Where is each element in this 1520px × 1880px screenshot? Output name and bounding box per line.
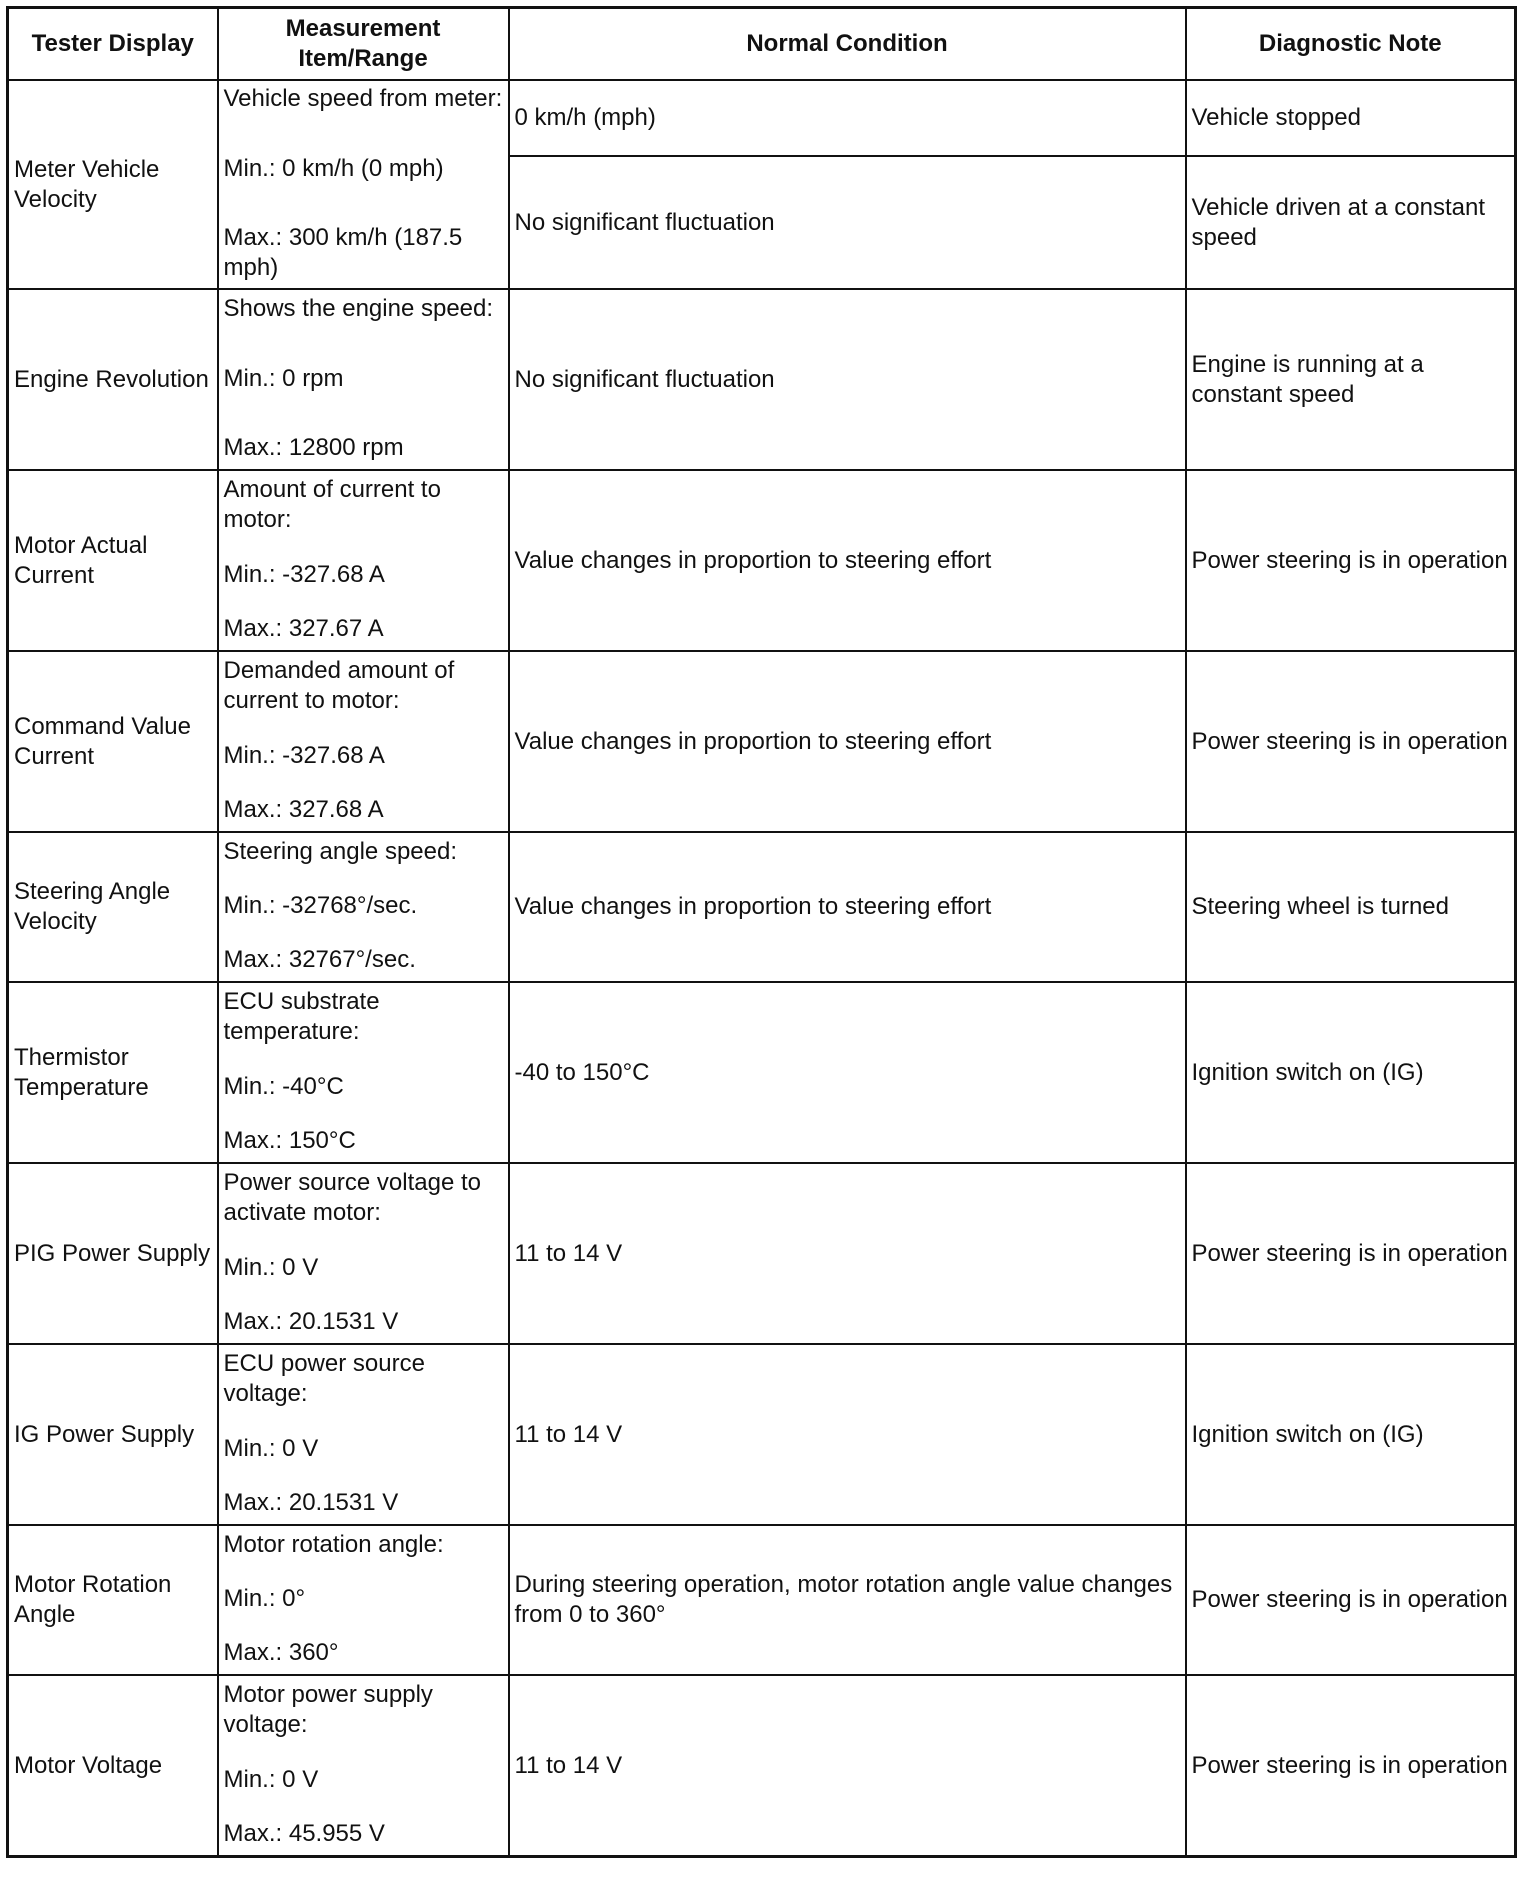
normal-condition-cell: 11 to 14 V (509, 1344, 1186, 1525)
tester-display-cell: Motor Voltage (8, 1675, 218, 1857)
tester-display-cell: Motor Actual Current (8, 470, 218, 651)
table-row (8, 470, 1516, 651)
tester-display-cell: Meter Vehicle Velocity (8, 80, 218, 289)
diagnostic-note-cell: Steering wheel is turned (1186, 832, 1516, 982)
measurement-range-cell (218, 80, 509, 289)
measurement-range-cell (218, 1163, 509, 1344)
normal-condition-cell: Value changes in proportion to steering effort (509, 470, 1186, 651)
table-row (8, 1163, 1516, 1344)
range-description: ECU substrate temperature: (223, 988, 380, 1045)
normal-condition-cell: 0 km/h (mph) (509, 80, 1186, 156)
diagnostic-note-cell: Vehicle driven at a constant speed (1186, 156, 1516, 289)
header-tester-display: Tester Display (8, 8, 218, 81)
normal-condition-cell: Value changes in proportion to steering effort (509, 832, 1186, 982)
range-max: Max.: 327.67 A (223, 615, 384, 642)
measurement-range-cell (218, 470, 509, 651)
range-min: Min.: -327.68 A (223, 741, 385, 769)
diagnostic-note-cell: Engine is running at a constant speed (1186, 289, 1516, 470)
diagnostic-note-cell: Power steering is in operation (1186, 651, 1516, 832)
normal-condition-cell: During steering operation, motor rotation angle value changes from 0 to 360° (509, 1525, 1186, 1675)
range-description: Power source voltage to activate motor: (223, 1169, 481, 1226)
header-measurement: Measurement Item/Range (218, 8, 509, 81)
table-row (8, 80, 1516, 156)
measurement-range-cell (218, 832, 509, 982)
measurement-range-cell (218, 1675, 509, 1857)
header-normal-condition: Normal Condition (509, 8, 1186, 81)
header-diagnostic-note: Diagnostic Note (1186, 8, 1516, 81)
range-max: Max.: 12800 rpm (223, 434, 404, 461)
tester-display-cell: PIG Power Supply (8, 1163, 218, 1344)
table-row (8, 832, 1516, 982)
measurement-range-cell (218, 1525, 509, 1675)
range-max: Max.: 32767°/sec. (223, 946, 416, 973)
range-min: Min.: -40°C (223, 1072, 344, 1100)
measurement-range-cell (218, 1344, 509, 1525)
diagnostic-note-cell: Ignition switch on (IG) (1186, 1344, 1516, 1525)
range-min: Min.: -327.68 A (223, 560, 385, 588)
range-min: Min.: 0 km/h (0 mph) (223, 154, 444, 182)
range-max: Max.: 20.1531 V (223, 1489, 399, 1516)
tester-display-cell: Steering Angle Velocity (8, 832, 218, 982)
table-row (8, 982, 1516, 1163)
measurement-range-cell (218, 289, 509, 470)
table-row (8, 1675, 1516, 1857)
tester-display-cell: Command Value Current (8, 651, 218, 832)
range-description: Shows the engine speed: (223, 295, 494, 322)
normal-condition-cell: 11 to 14 V (509, 1675, 1186, 1857)
range-min: Min.: 0 V (223, 1253, 319, 1281)
range-description: Amount of current to motor: (223, 476, 441, 533)
diagnostic-note-cell: Power steering is in operation (1186, 470, 1516, 651)
range-max: Max.: 300 km/h (187.5 mph) (223, 224, 463, 281)
diagnostic-note-cell: Power steering is in operation (1186, 1675, 1516, 1857)
range-description: Demanded amount of current to motor: (223, 657, 455, 714)
range-min: Min.: 0 V (223, 1765, 319, 1793)
tester-display-cell: Engine Revolution (8, 289, 218, 470)
header-row (8, 8, 1516, 81)
tester-display-cell: Thermistor Temperature (8, 982, 218, 1163)
range-min: Min.: 0 V (223, 1434, 319, 1462)
range-max: Max.: 360° (223, 1639, 339, 1666)
range-max: Max.: 45.955 V (223, 1820, 385, 1847)
range-description: Motor rotation angle: (223, 1531, 444, 1558)
diagnostic-note-cell: Ignition switch on (IG) (1186, 982, 1516, 1163)
normal-condition-cell: Value changes in proportion to steering effort (509, 651, 1186, 832)
measurement-range-cell (218, 982, 509, 1163)
normal-condition-cell: 11 to 14 V (509, 1163, 1186, 1344)
table-row (8, 1525, 1516, 1675)
range-min: Min.: 0 rpm (223, 364, 344, 392)
measurement-range-cell (218, 651, 509, 832)
range-description: Vehicle speed from meter: (223, 85, 503, 112)
range-max: Max.: 150°C (223, 1127, 356, 1154)
tester-display-cell: Motor Rotation Angle (8, 1525, 218, 1675)
range-max: Max.: 327.68 A (223, 796, 384, 823)
diagnostic-note-cell: Power steering is in operation (1186, 1525, 1516, 1675)
normal-condition-cell: No significant fluctuation (509, 289, 1186, 470)
range-max: Max.: 20.1531 V (223, 1308, 399, 1335)
range-description: Motor power supply voltage: (223, 1681, 433, 1738)
table-row (8, 289, 1516, 470)
data-list-table (6, 6, 1517, 1858)
normal-condition-cell: No significant fluctuation (509, 156, 1186, 289)
diagnostic-note-cell: Power steering is in operation (1186, 1163, 1516, 1344)
range-description: Steering angle speed: (223, 838, 458, 865)
tester-display-cell: IG Power Supply (8, 1344, 218, 1525)
normal-condition-cell: -40 to 150°C (509, 982, 1186, 1163)
range-min: Min.: 0° (223, 1585, 306, 1612)
range-min: Min.: -32768°/sec. (223, 892, 418, 919)
range-description: ECU power source voltage: (223, 1350, 425, 1407)
diagnostic-note-cell: Vehicle stopped (1186, 80, 1516, 156)
table-row (8, 651, 1516, 832)
table-row (8, 1344, 1516, 1525)
